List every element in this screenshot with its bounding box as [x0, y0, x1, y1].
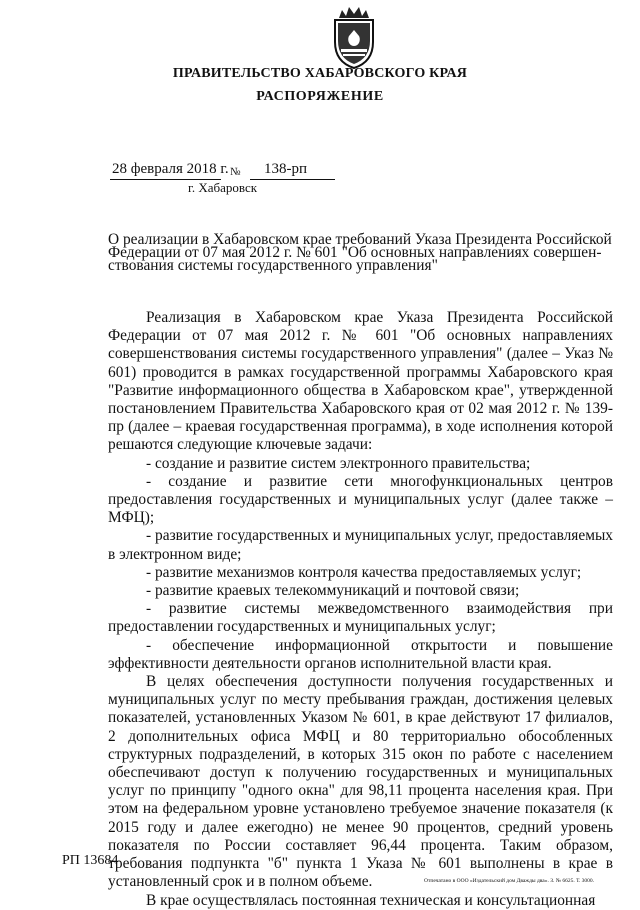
document-number: 138-рп: [264, 161, 308, 177]
document-body: [108, 309, 613, 910]
number-underline: [250, 179, 335, 180]
coat-of-arms-emblem: [329, 4, 379, 70]
body-paragraph-intro: Реализация в Хабаровском крае Указа Президента Российской Федерации от 07 мая 2012 г. № 601 "Об основных направлениях совершенствования системы государственного управления" (далее – Указ № 601) проводится в рамках государственной программы Хабаровского края "Развитие информационного общества в Хабаровском крае", утвержденной постановлением Правительства Хабаровского края от 02 мая 2012 г. № 139-пр (далее – краевая государственная программа), в ходе исполнения которой решаются следующие ключевые задачи:: [108, 309, 613, 454]
task-item: - создание и развитие сети многофункциональных центров предоставления государственных и муниципальных услуг (далее также – МФЦ);: [108, 472, 613, 527]
number-label: №: [230, 166, 241, 178]
document-date: 28 февраля 2018 г.: [112, 161, 229, 177]
organization-title: ПРАВИТЕЛЬСТВО ХАБАРОВСКОГО КРАЯ: [172, 66, 468, 81]
subject-line: ствования системы государственного управления": [108, 257, 438, 274]
body-paragraph: В целях обеспечения доступности получения государственных и муниципальных услуг по месту пребывания граждан, достижения целевых показателей, установленных Указом № 601, в крае действуют 17 филиалов, 2 дополнительных офиса МФЦ и 80 территориально обособленных структурных подразделений, в которых 315 окон по работе с населением обеспечивают доступ к получению государственных и муниципальных услуг по принципу "одного окна" для 98,11 процента населения края. При этом на федеральном уровне установлено требуемое значение показателя (к 2015 году и далее ежегодно) не менее 90 процентов, средний уровень показателя по России составляет 96,44 процента. Таким образом, требования подпункта "б" пункта 1 Указа № 601 выполнены в крае в установленный срок и в полном объеме.: [108, 673, 613, 891]
body-paragraph: В крае осуществлялась постоянная техническая и консультационная: [146, 891, 596, 909]
document-code: РП 13684: [62, 853, 119, 868]
task-item: - развитие государственных и муниципальных услуг, предоставляемых в электронном виде;: [108, 527, 613, 563]
task-item: - развитие системы межведомственного взаимодействия при предоставлении государственных и муниципальных услуг;: [108, 600, 613, 636]
subject-line: Федерации от 07 мая 2012 г. № 601 "Об основных направлениях совершен-: [108, 244, 602, 261]
document-subject: [108, 233, 613, 272]
printer-note: Отпечатано в ООО «Издательский дом Дважды два». З. № 6625. Т. 3000.: [424, 878, 595, 884]
task-item: - развитие краевых телекоммуникаций и почтовой связи;: [146, 582, 520, 600]
subject-line: О реализации в Хабаровском крае требований Указа Президента Российской: [108, 231, 612, 248]
task-item: - создание и развитие систем электронного правительства;: [146, 454, 531, 472]
document-city: г. Хабаровск: [188, 180, 258, 195]
task-item: - обеспечение информационной открытости и повышение эффективности деятельности органов исполнительной власти края.: [108, 636, 613, 672]
document-type: РАСПОРЯЖЕНИЕ: [256, 89, 384, 104]
task-item: - развитие механизмов контроля качества предоставляемых услуг;: [146, 563, 582, 581]
